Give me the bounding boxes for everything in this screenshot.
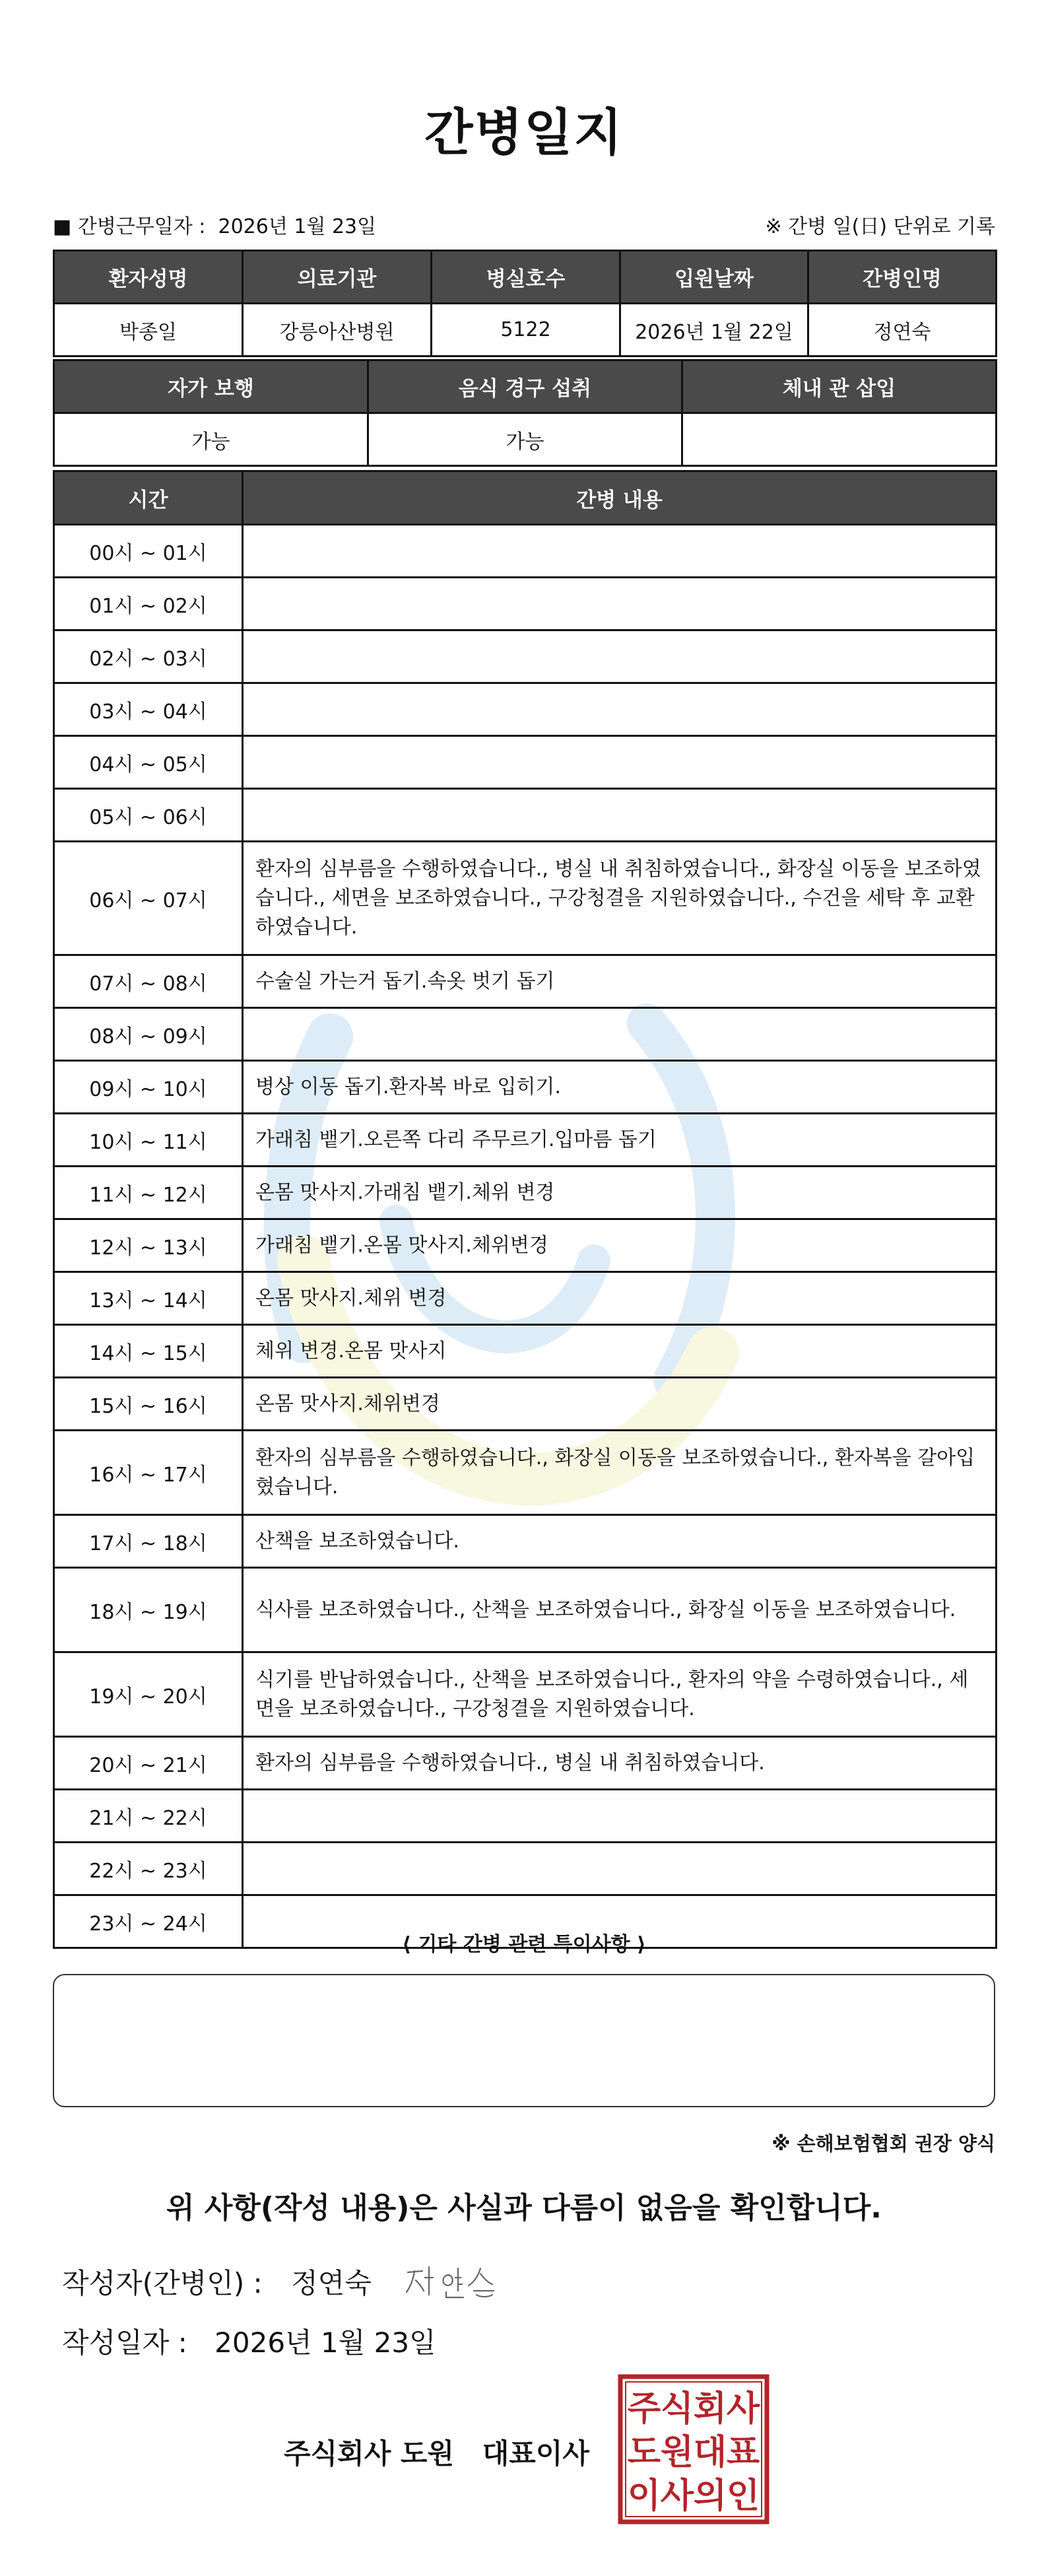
- log-content: 온몸 맛사지.체위 변경: [243, 1272, 997, 1325]
- log-time: 19시 ~ 20시: [54, 1652, 243, 1737]
- log-time: 10시 ~ 11시: [54, 1114, 243, 1167]
- caregiver-name: 정연숙: [808, 304, 997, 356]
- log-row: [54, 842, 997, 955]
- svg-text:사: 사: [660, 2476, 694, 2516]
- writer-line: [62, 2262, 372, 2301]
- log-content: 온몸 맛사지.가래침 뱉기.체위 변경: [243, 1167, 997, 1219]
- log-time: 02시 ~ 03시: [54, 630, 243, 683]
- hospital-name: 강릉아산병원: [243, 304, 432, 356]
- care-log-body: [54, 525, 997, 1948]
- log-content: 환자의 심부름을 수행하였습니다., 병실 내 취침하였습니다., 화장실 이동을 보조하였습니다., 세면을 보조하였습니다., 구강청결을 지원하였습니다., 수건을 세탁 후 교환하였습니다.: [243, 842, 997, 955]
- patient-name: 박종일: [54, 304, 243, 356]
- company-rep: 대표이사: [482, 2437, 589, 2470]
- log-row: [54, 1515, 997, 1568]
- log-row: [54, 1325, 997, 1378]
- log-content: 식기를 반납하였습니다., 산책을 보조하였습니다., 환자의 약을 수령하였습니다., 세면을 보조하였습니다., 구강청결을 지원하였습니다.: [243, 1652, 997, 1737]
- log-content: 병상 이동 돕기.환자복 바로 입히기.: [243, 1061, 997, 1114]
- header-admission-date: 입원날짜: [620, 251, 808, 304]
- log-time: 06시 ~ 07시: [54, 842, 243, 955]
- work-date-label: ■ 간병근무일자 :: [53, 215, 206, 238]
- log-row: [54, 1431, 997, 1515]
- log-content: [243, 630, 997, 683]
- log-row: [54, 683, 997, 736]
- patient-status-table: [53, 359, 997, 467]
- log-row: [54, 1272, 997, 1325]
- log-row: [54, 789, 997, 842]
- log-content: [243, 1008, 997, 1061]
- header-patient-name: 환자성명: [54, 251, 243, 304]
- header-care-content: 간병 내용: [243, 471, 997, 525]
- log-content: 산책을 보조하였습니다.: [243, 1515, 997, 1568]
- log-time: 22시 ~ 23시: [54, 1843, 243, 1895]
- log-time: 00시 ~ 01시: [54, 525, 243, 578]
- log-time: 08시 ~ 09시: [54, 1008, 243, 1061]
- notes-title: ⟨ 기타 간병 관련 특이사항 ⟩: [402, 1933, 646, 1956]
- svg-text:의: 의: [693, 2476, 727, 2516]
- header-caregiver: 간병인명: [808, 251, 997, 304]
- log-time: 01시 ~ 02시: [54, 578, 243, 630]
- svg-text:대: 대: [693, 2433, 727, 2472]
- log-time: 15시 ~ 16시: [54, 1378, 243, 1431]
- log-row: [54, 1061, 997, 1114]
- oral-intake-value: 가능: [368, 413, 682, 466]
- svg-text:인: 인: [726, 2476, 760, 2516]
- log-row: [54, 1114, 997, 1167]
- recommendation-note: ※ 손해보험협회 권장 양식: [771, 2132, 995, 2155]
- log-time: 14시 ~ 15시: [54, 1325, 243, 1378]
- written-date-value: 2026년 1월 23일: [214, 2326, 436, 2359]
- work-date: [53, 210, 376, 239]
- log-row: [54, 1219, 997, 1272]
- svg-text:회: 회: [693, 2389, 727, 2429]
- patient-info-table: [53, 250, 997, 357]
- handwritten-signature: [403, 2258, 515, 2304]
- meta-row: [53, 210, 995, 239]
- log-content: [243, 736, 997, 789]
- written-date-line: [62, 2321, 436, 2361]
- company-name: 주식회사 도원: [284, 2437, 455, 2470]
- log-content: [243, 683, 997, 736]
- header-self-walking: 자가 보행: [54, 360, 368, 413]
- log-time: 21시 ~ 22시: [54, 1790, 243, 1843]
- page-title: 간병일지: [424, 103, 624, 162]
- svg-text:주: 주: [627, 2389, 661, 2429]
- room-number: 5122: [432, 304, 620, 356]
- log-row: [54, 1652, 997, 1737]
- log-row: [54, 578, 997, 630]
- log-time: 16시 ~ 17시: [54, 1431, 243, 1515]
- log-row: [54, 736, 997, 789]
- log-row: [54, 1167, 997, 1219]
- admission-date: 2026년 1월 22일: [620, 304, 808, 356]
- log-time: 04시 ~ 05시: [54, 736, 243, 789]
- notes-box: [53, 1974, 995, 2107]
- log-row: [54, 630, 997, 683]
- log-content: 수술실 가는거 돕기.속옷 벗기 돕기: [243, 955, 997, 1008]
- log-row: [54, 955, 997, 1008]
- writer-name: 정연숙: [291, 2267, 372, 2299]
- log-row: [54, 1843, 997, 1895]
- log-content: 가래침 뱉기.오른쪽 다리 주무르기.입마름 돕기: [243, 1114, 997, 1167]
- written-date-label: 작성일자 :: [62, 2326, 187, 2359]
- unit-note: ※ 간병 일(日) 단위로 기록: [765, 215, 995, 238]
- svg-text:원: 원: [660, 2433, 694, 2472]
- log-content: [243, 525, 997, 578]
- log-time: 20시 ~ 21시: [54, 1737, 243, 1790]
- company-seal-stamp: [618, 2374, 770, 2525]
- log-row: [54, 1737, 997, 1790]
- log-content: [243, 1843, 997, 1895]
- svg-text:표: 표: [726, 2433, 760, 2472]
- care-log-table: [53, 470, 997, 1949]
- log-content: 환자의 심부름을 수행하였습니다., 화장실 이동을 보조하였습니다., 환자복을 갈아입혔습니다.: [243, 1431, 997, 1515]
- log-content: [243, 789, 997, 842]
- svg-text:식: 식: [660, 2389, 694, 2429]
- log-time: 13시 ~ 14시: [54, 1272, 243, 1325]
- header-tube-insertion: 체내 관 삽입: [682, 360, 997, 413]
- log-row: [54, 1790, 997, 1843]
- log-content: [243, 1790, 997, 1843]
- log-time: 09시 ~ 10시: [54, 1061, 243, 1114]
- log-time: 12시 ~ 13시: [54, 1219, 243, 1272]
- log-time: 17시 ~ 18시: [54, 1515, 243, 1568]
- log-content: 가래침 뱉기.온몸 맛사지.체위변경: [243, 1219, 997, 1272]
- svg-text:이: 이: [627, 2476, 661, 2516]
- writer-label: 작성자(간병인) :: [62, 2267, 263, 2299]
- log-time: 23시 ~ 24시: [54, 1895, 243, 1948]
- log-time: 18시 ~ 19시: [54, 1568, 243, 1652]
- log-time: 05시 ~ 06시: [54, 789, 243, 842]
- header-room: 병실호수: [432, 251, 620, 304]
- header-time: 시간: [54, 471, 243, 525]
- header-oral-intake: 음식 경구 섭취: [368, 360, 682, 413]
- work-date-value: 2026년 1월 23일: [218, 215, 377, 238]
- svg-text:사: 사: [726, 2389, 760, 2429]
- company-line: [284, 2432, 589, 2472]
- log-content: 온몸 맛사지.체위변경: [243, 1378, 997, 1431]
- log-time: 07시 ~ 08시: [54, 955, 243, 1008]
- log-row: [54, 525, 997, 578]
- header-hospital: 의료기관: [243, 251, 432, 304]
- log-row: [54, 1568, 997, 1652]
- log-content: 환자의 심부름을 수행하였습니다., 병실 내 취침하였습니다.: [243, 1737, 997, 1790]
- self-walking-value: 가능: [54, 413, 368, 466]
- log-content: 식사를 보조하였습니다., 산책을 보조하였습니다., 화장실 이동을 보조하였습니다.: [243, 1568, 997, 1652]
- log-row: [54, 1008, 997, 1061]
- log-time: 03시 ~ 04시: [54, 683, 243, 736]
- log-time: 11시 ~ 12시: [54, 1167, 243, 1219]
- svg-text:도: 도: [627, 2433, 661, 2472]
- tube-insertion-value: [682, 413, 997, 466]
- log-content: [243, 578, 997, 630]
- log-content: 체위 변경.온몸 맛사지: [243, 1325, 997, 1378]
- log-row: [54, 1378, 997, 1431]
- confirmation-statement: 위 사항(작성 내용)은 사실과 다름이 없음을 확인합니다.: [166, 2191, 882, 2225]
